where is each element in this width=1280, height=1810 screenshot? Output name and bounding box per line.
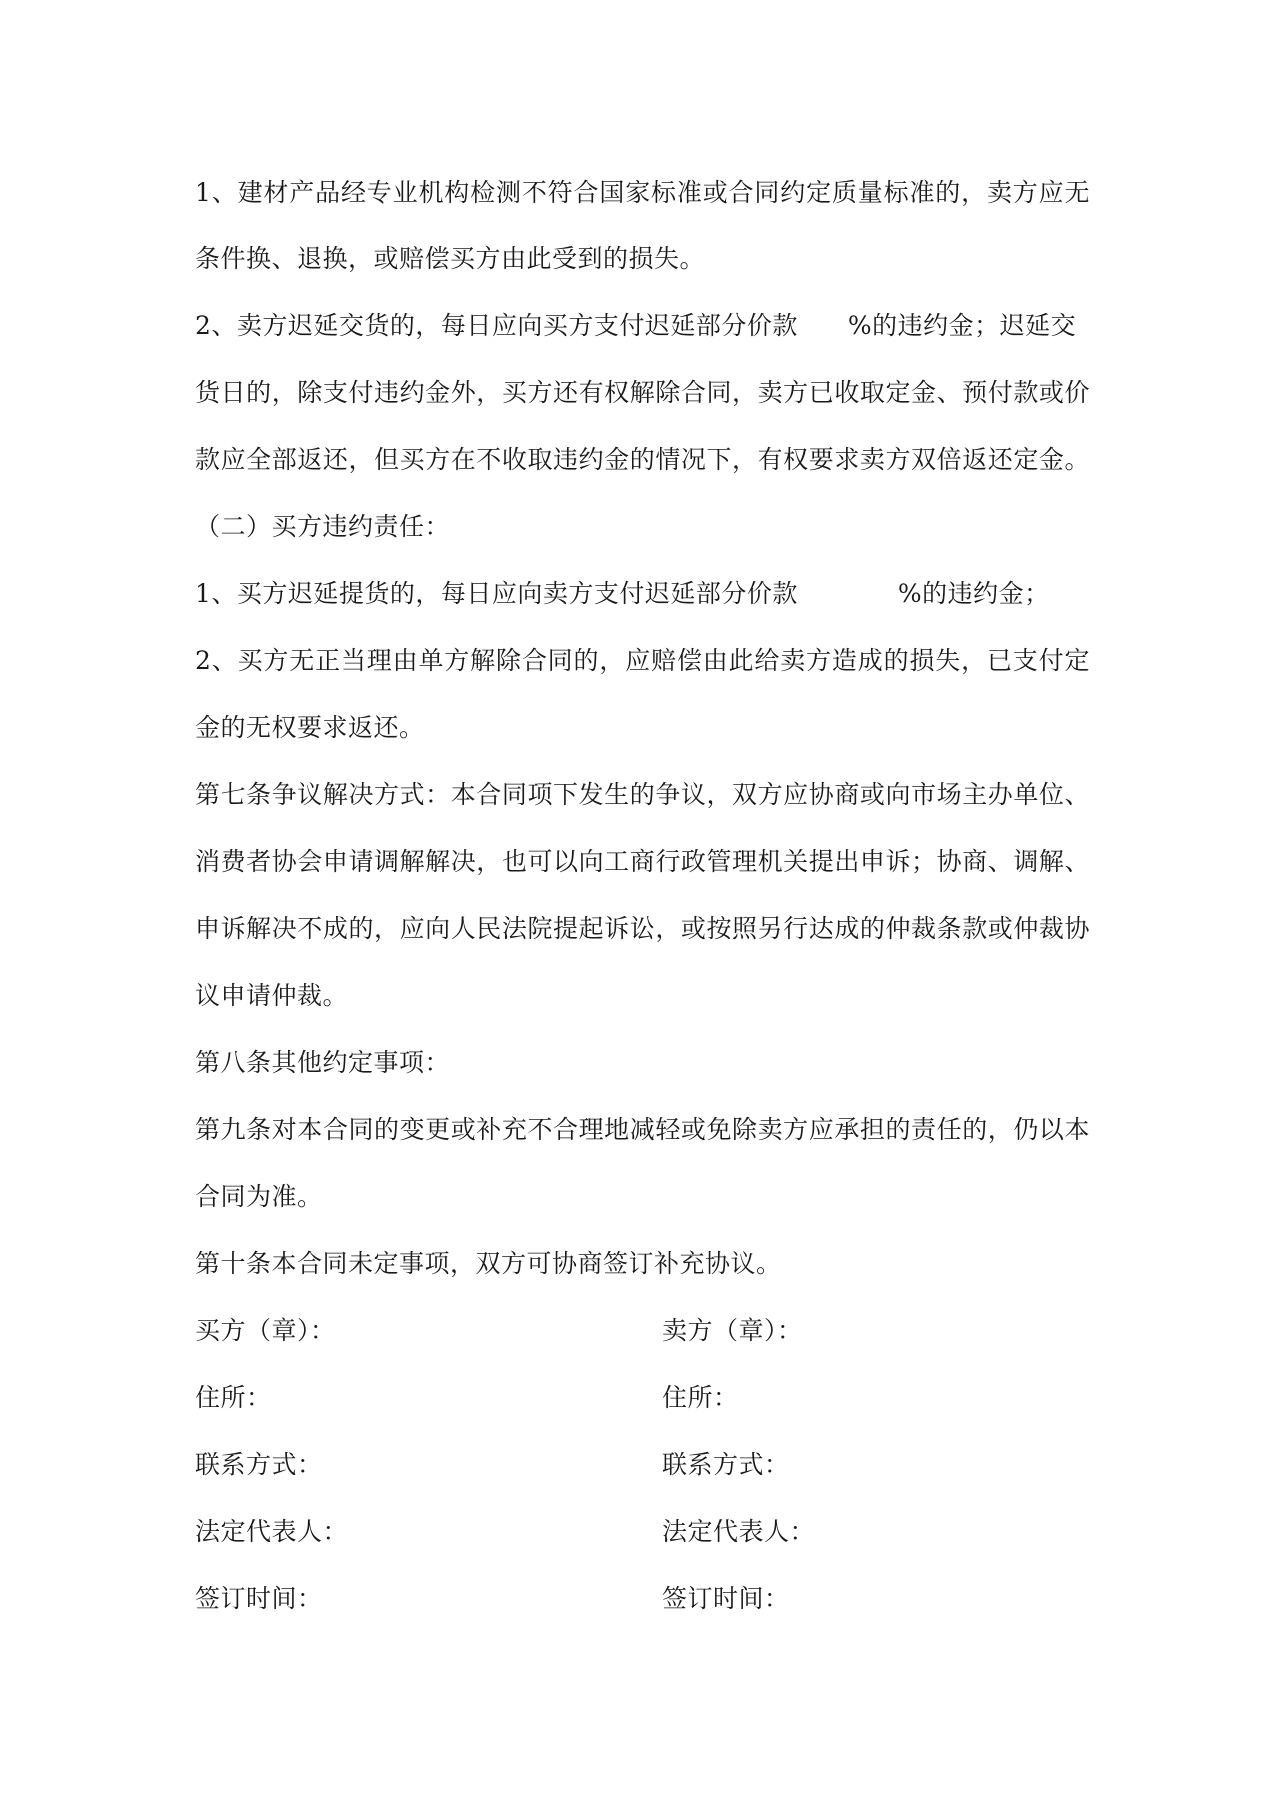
buyer-signing-date-label: 签订时间： <box>195 1584 323 1613</box>
clause-2-line-1-text-b: %的违约金；迟延交 <box>847 311 1077 340</box>
seller-representative-label: 法定代表人： <box>662 1517 816 1546</box>
article-8: 第八条其他约定事项： <box>195 1048 451 1077</box>
article-10: 第十条本合同未定事项，双方可协商签订补充协议。 <box>195 1249 782 1278</box>
clause-2-line-3: 款应全部返还，但买方在不收取违约金的情况下，有权要求卖方双倍返还定金。 <box>195 445 1090 474</box>
seller-signing-date-label: 签订时间： <box>662 1584 790 1613</box>
buyer-clause-2-line-2: 金的无权要求返还。 <box>195 713 425 742</box>
buyer-contact-label: 联系方式： <box>195 1450 323 1479</box>
seller-contact-label: 联系方式： <box>662 1450 790 1479</box>
buyer-representative-label: 法定代表人： <box>195 1517 349 1546</box>
article-7-line-3: 申诉解决不成的，应向人民法院提起诉讼，或按照另行达成的仲裁条款或仲裁协 <box>195 914 1090 943</box>
clause-1-line-1: 1、建材产品经专业机构检测不符合国家标准或合同约定质量标准的，卖方应无 <box>195 178 1090 207</box>
buyer-clause-1-text-a: 1、买方迟延提货的，每日应向卖方支付迟延部分价款 <box>195 579 798 608</box>
clause-2-line-1 <box>195 309 1076 343</box>
seller-seal-label: 卖方（章）： <box>662 1316 803 1345</box>
seller-address-label: 住所： <box>662 1383 739 1412</box>
article-7-line-1: 第七条争议解决方式：本合同项下发生的争议，双方应协商或向市场主办单位、 <box>195 780 1090 809</box>
buyer-seal-label: 买方（章）： <box>195 1316 336 1345</box>
clause-2-line-1-text-a: 2、卖方迟延交货的，每日应向买方支付迟延部分价款 <box>195 311 798 340</box>
buyer-address-label: 住所： <box>195 1383 272 1412</box>
buyer-clause-1-line-1 <box>195 577 1050 611</box>
article-7-line-4: 议申请仲裁。 <box>195 981 349 1010</box>
buyer-clause-1-text-b: %的违约金； <box>897 579 1050 608</box>
article-9-line-1: 第九条对本合同的变更或补充不合理地减轻或免除卖方应承担的责任的，仍以本 <box>195 1115 1090 1144</box>
buyer-clause-2-line-1: 2、买方无正当理由单方解除合同的，应赔偿由此给卖方造成的损失，已支付定 <box>195 646 1090 675</box>
article-9-line-2: 合同为准。 <box>195 1182 323 1211</box>
clause-1-line-2: 条件换、退换，或赔偿买方由此受到的损失。 <box>195 244 706 273</box>
article-7-line-2: 消费者协会申请调解解决，也可以向工商行政管理机关提出申诉；协商、调解、 <box>195 847 1090 876</box>
clause-2-line-2: 货日的，除支付违约金外，买方还有权解除合同，卖方已收取定金、预付款或价 <box>195 378 1090 407</box>
section-buyer-liability-heading: （二）买方违约责任： <box>195 512 451 541</box>
